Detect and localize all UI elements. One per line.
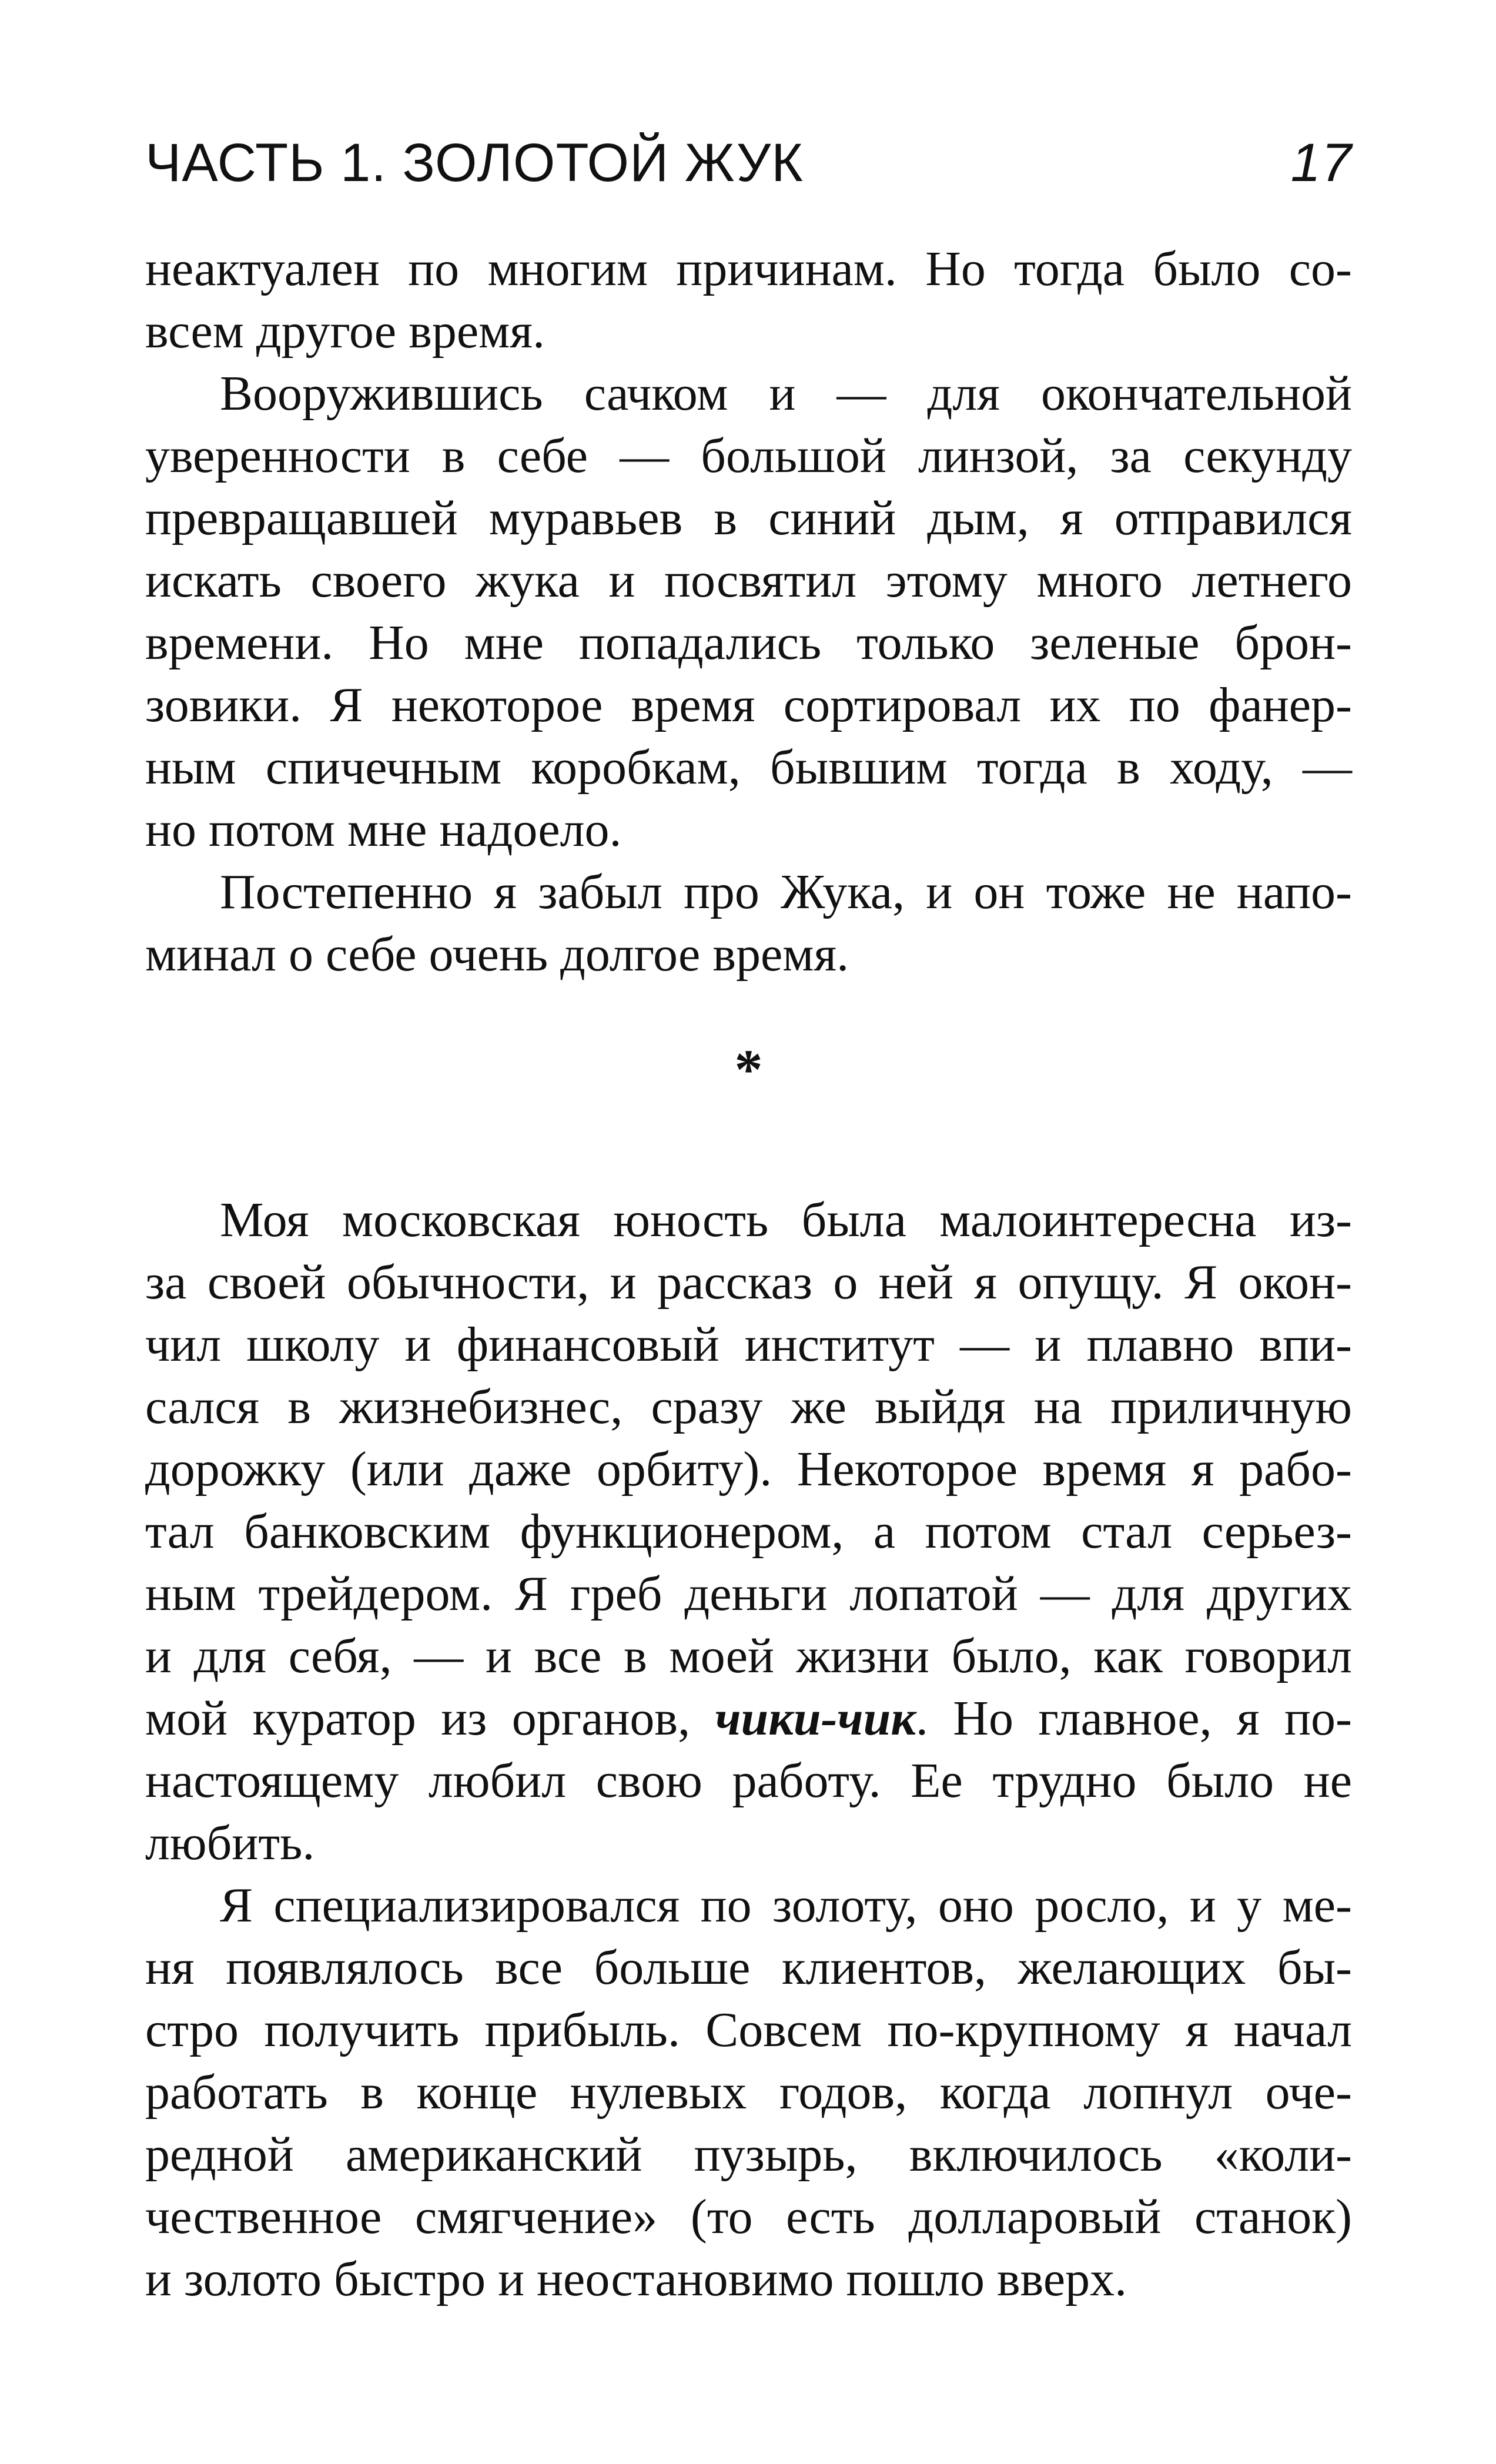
text-line-with-italic [145, 1688, 1352, 1750]
paragraph-1 [145, 238, 1352, 363]
text-line: Я специализировался по золоту, оно росло, и у ме- [220, 1878, 1352, 1933]
text-line: ным трейдером. Я греб деньги лопатой — для других [145, 1566, 1352, 1621]
text-line: любить. [145, 1816, 315, 1870]
text-line: стро получить прибыль. Совсем по-крупному я начал [145, 2003, 1352, 2057]
text-line: сался в жизнебизнес, сразу же выйдя на приличную [145, 1380, 1352, 1434]
text-line: зовики. Я некоторое время сортировал их по фанер- [145, 678, 1352, 732]
text-line: превращавшей муравьев в синий дым, я отправился [145, 491, 1352, 545]
text-line: Моя московская юность была малоинтересна из- [220, 1193, 1352, 1247]
text-line: неактуален по многим причинам. Но тогда было со- [145, 242, 1352, 296]
text-line: работать в конце нулевых годов, когда лопнул оче- [145, 2065, 1352, 2120]
text-line: Вооружившись сачком и — для окончательной [220, 366, 1352, 421]
text-line: искать своего жука и посвятил этому много летнего [145, 553, 1352, 608]
text-segment: мой куратор из органов, [145, 1691, 715, 1746]
section-separator: * [734, 1038, 763, 1101]
text-line: уверенности в себе — большой линзой, за секунду [145, 428, 1352, 483]
text-line: Постепенно я забыл про Жука, и он тоже не напо- [220, 865, 1352, 919]
paragraph-4 [145, 1189, 1352, 1874]
page-number: 17 [1290, 133, 1352, 193]
text-line: ня появлялось все больше клиентов, желающих бы- [145, 1940, 1352, 1995]
body-text [145, 238, 1352, 2311]
text-line: но потом мне надоело. [145, 802, 622, 857]
text-line: чественное смягчение» (то есть долларовый станок) [145, 2190, 1352, 2244]
chapter-title: ЧАСТЬ 1. ЗОЛОТОЙ ЖУК [145, 133, 804, 193]
text-line: чил школу и финансовый институт — и плавно впи- [145, 1317, 1352, 1372]
text-line: и для себя, — и все в моей жизни было, как говорил [145, 1629, 1352, 1683]
running-head [145, 132, 1352, 203]
text-line: и золото быстро и неостановимо пошло вверх. [145, 2252, 1127, 2306]
text-line: за своей обычности, и рассказ о ней я опущу. Я окон- [145, 1255, 1352, 1310]
text-line: ным спичечным коробкам, бывшим тогда в ходу, — [145, 740, 1352, 795]
text-line: дорожку (или даже орбиту). Некоторое время я рабо- [145, 1442, 1352, 1497]
italic-phrase: чики-чик [715, 1691, 916, 1746]
text-line: настоящему любил свою работу. Ее трудно было не [145, 1753, 1352, 1808]
text-line: всем другое время. [145, 304, 545, 359]
text-line: времени. Но мне попадались только зеленые брон- [145, 615, 1352, 670]
text-line: редной американский пузырь, включилось «коли- [145, 2127, 1352, 2182]
text-segment: . Но главное, я по- [915, 1691, 1352, 1746]
text-line: тал банковским функционером, а потом стал серьез- [145, 1504, 1352, 1559]
paragraph-5 [145, 1874, 1352, 2311]
paragraph-2 [145, 363, 1352, 861]
paragraph-3 [145, 861, 1352, 986]
text-line: минал о себе очень долгое время. [145, 927, 849, 982]
